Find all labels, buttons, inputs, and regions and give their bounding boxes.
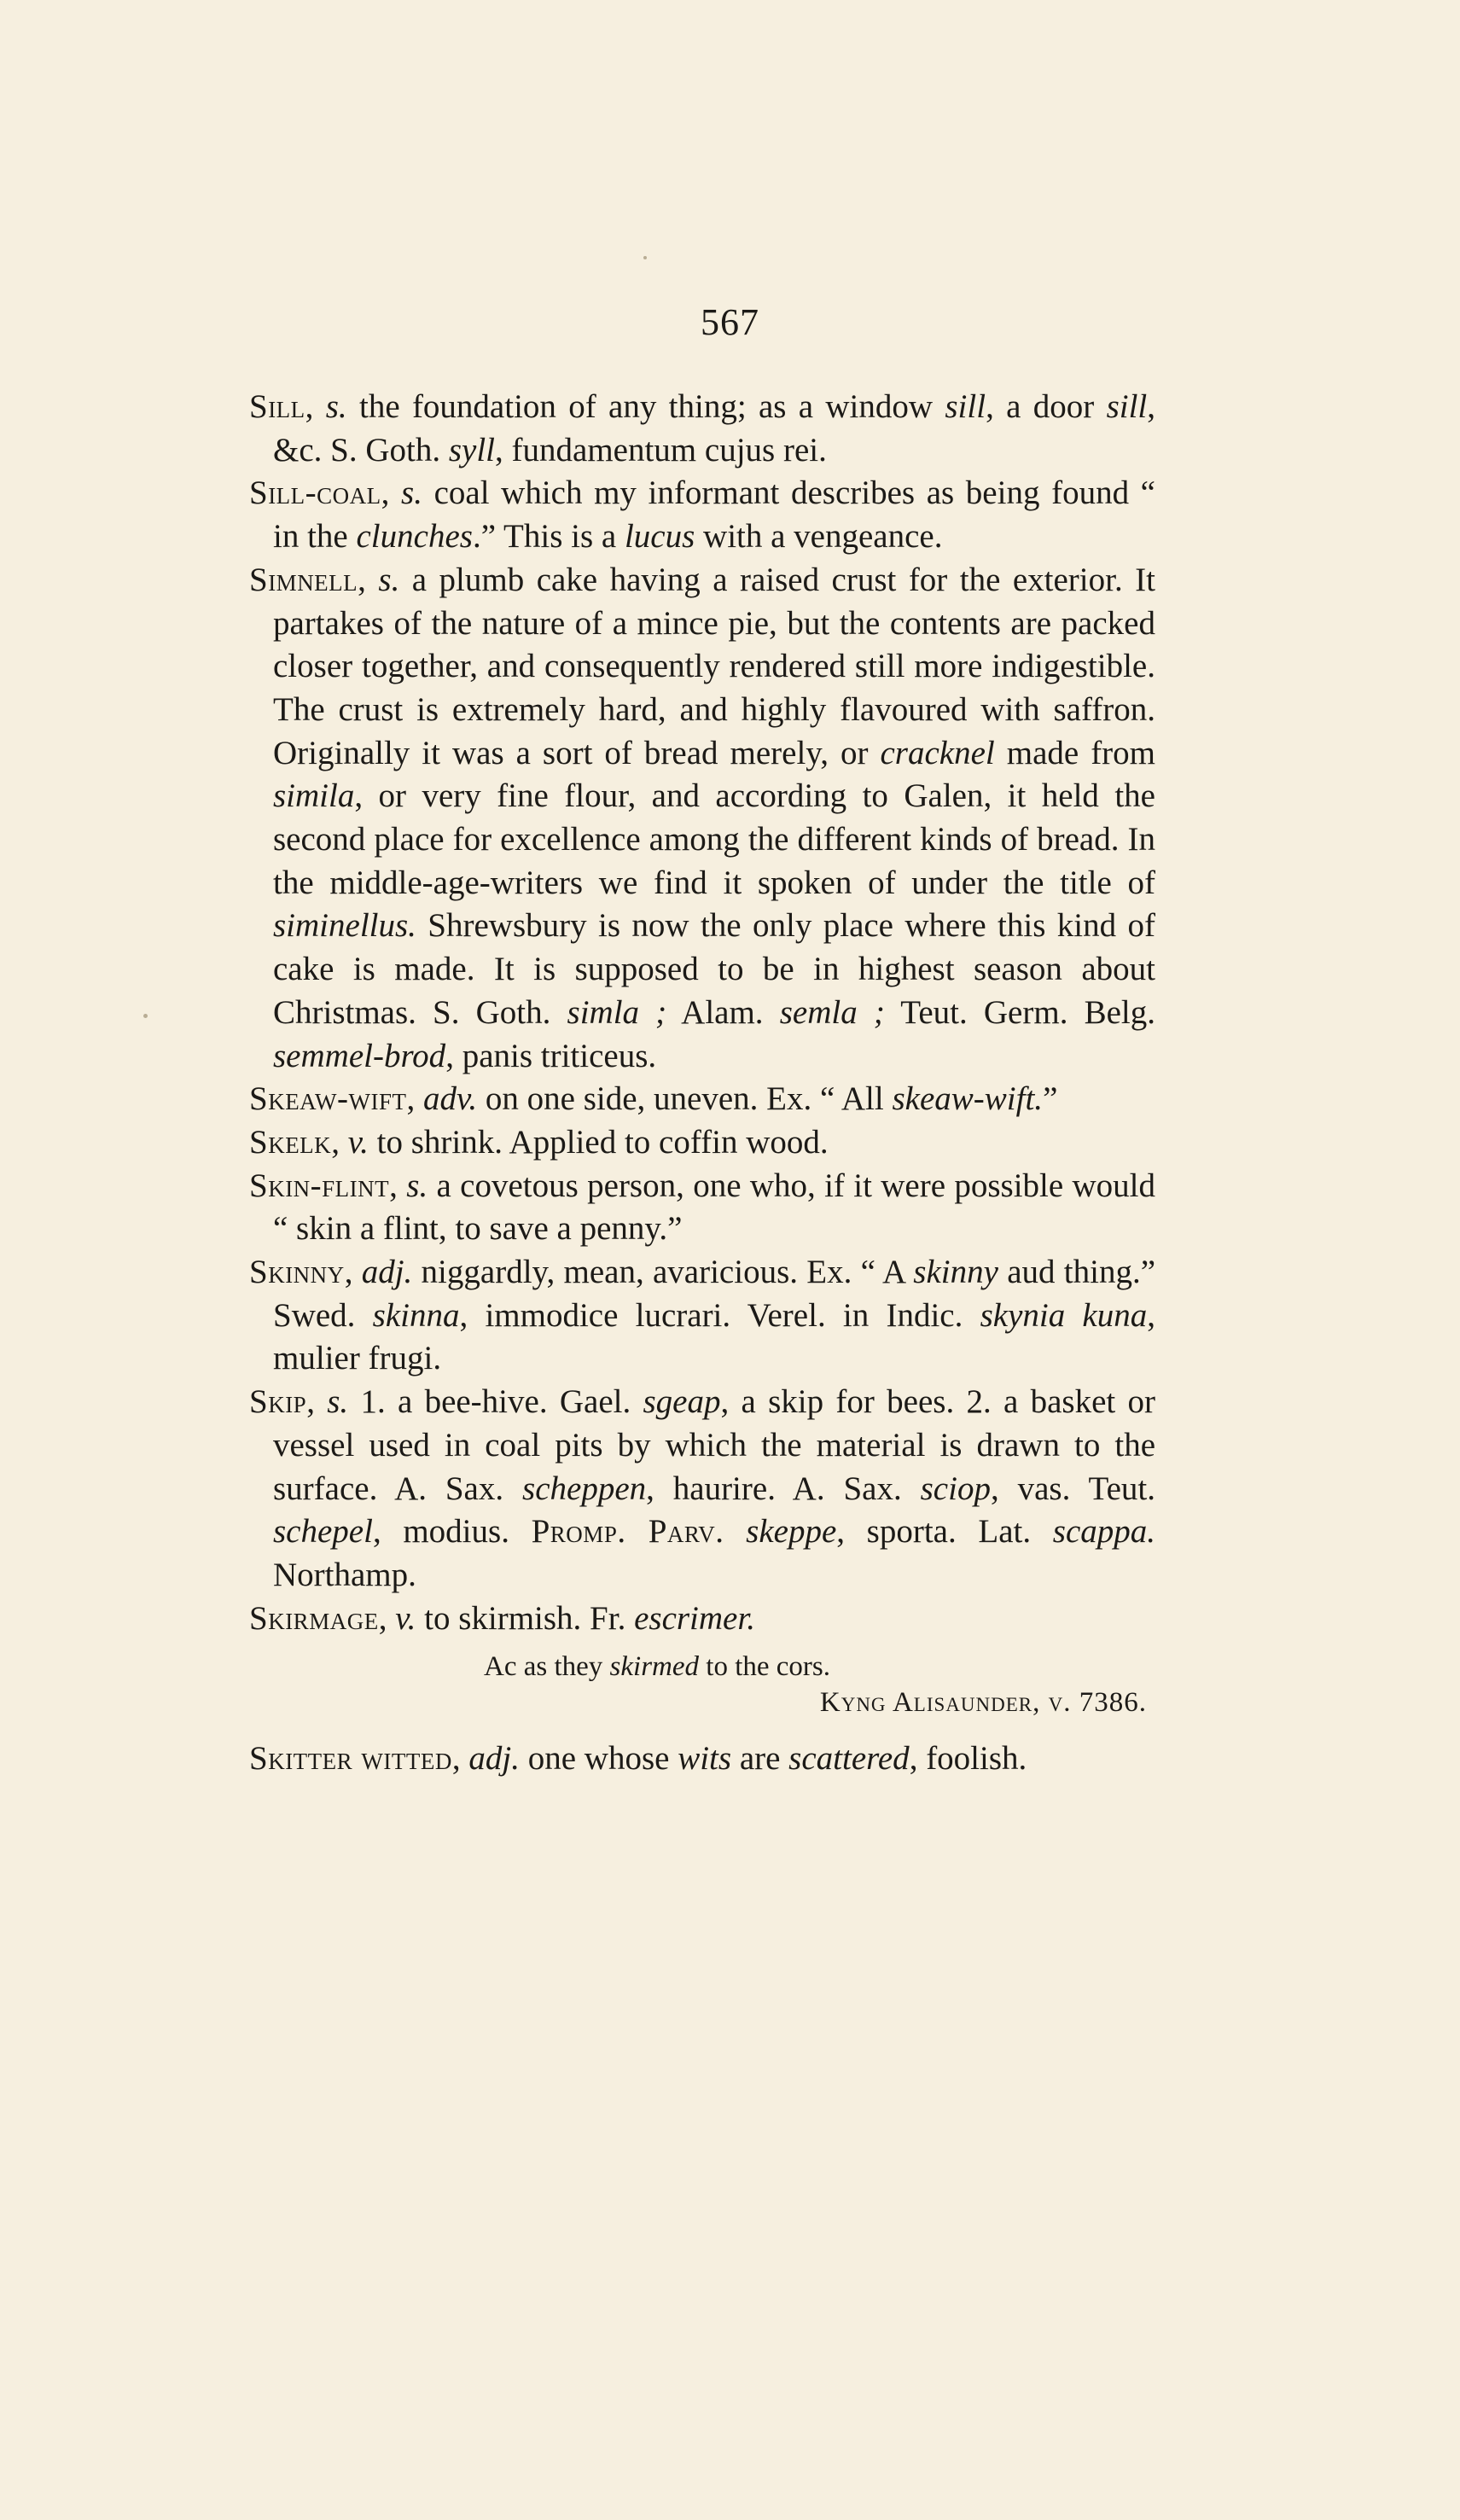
- entry-text: ,: [451, 1740, 469, 1778]
- entry-text: ,: [381, 474, 402, 512]
- part-of-speech: adj.: [468, 1740, 520, 1778]
- entry-text: a covetous person, one who, if it were possible would “ skin a flint, to save a penny.”: [273, 1167, 1156, 1248]
- entry-text: aud thing.” Swed.: [273, 1254, 1156, 1334]
- part-of-speech: adv.: [422, 1080, 478, 1118]
- entry-skirmage: [249, 1598, 1155, 1641]
- entry-text: one whose: [519, 1740, 678, 1778]
- entry-text: made from: [994, 734, 1156, 771]
- italic-term: simila: [273, 777, 355, 815]
- entry-sill-coal: [249, 472, 1155, 558]
- italic-term: semla ;: [779, 993, 885, 1031]
- entry-text: , haurire. A. Sax.: [646, 1470, 921, 1507]
- entry-text: ,: [331, 1123, 348, 1161]
- entry-text: , sporta. Lat.: [836, 1513, 1053, 1551]
- headword: Skirmage: [249, 1599, 379, 1637]
- entry-sill: [249, 386, 1155, 472]
- paper-speck: [143, 1014, 148, 1018]
- quotation-text: to the cors.: [699, 1651, 830, 1683]
- headword: Sill-coal: [249, 474, 381, 512]
- headword: Skinny: [249, 1254, 345, 1291]
- entry-text: with a vengeance.: [695, 518, 943, 556]
- entry-skeaw-wift: [249, 1078, 1155, 1121]
- page-number: 567: [701, 301, 759, 343]
- entry-text: [724, 1513, 747, 1550]
- entry-text: ”: [1043, 1080, 1058, 1118]
- quotation-line: [249, 1649, 1155, 1685]
- italic-term: sill: [945, 388, 986, 425]
- entry-text: coal which my informant describes as being found “ in the: [273, 474, 1155, 556]
- italic-term: schepel: [273, 1513, 373, 1551]
- italic-term: sill: [1106, 388, 1148, 425]
- italic-term: scattered: [788, 1740, 910, 1778]
- glossary-entries: [249, 386, 1155, 1781]
- italic-term: lucus: [624, 518, 695, 556]
- entry-skin-flint: [249, 1165, 1155, 1251]
- entry-text: Alam.: [666, 993, 780, 1031]
- italic-term: simla ;: [567, 993, 667, 1031]
- headword: Simnell: [249, 561, 358, 598]
- headword: Skeaw-wift: [249, 1080, 407, 1118]
- headword: Skin-flint: [249, 1167, 390, 1204]
- entry-text: ,: [389, 1167, 407, 1204]
- italic-term: cracknel: [880, 734, 995, 771]
- italic-term: wits: [678, 1740, 732, 1778]
- entry-text: , modius.: [372, 1513, 532, 1551]
- italic-term: skinny: [913, 1254, 998, 1291]
- entry-text: ,: [406, 1080, 423, 1118]
- entry-text: , &c. S. Goth.: [273, 388, 1155, 468]
- entry-text: the foundation of any thing; as a window: [346, 388, 945, 425]
- italic-term: sciop: [920, 1470, 991, 1507]
- part-of-speech: s.: [406, 1167, 428, 1204]
- italic-term: skeppe: [746, 1513, 837, 1551]
- entry-text: , a door: [986, 388, 1107, 425]
- italic-term: clunches: [356, 518, 473, 556]
- entry-skip: [249, 1381, 1155, 1598]
- entry-text: niggardly, mean, avaricious. Ex. “ A: [412, 1254, 914, 1291]
- italic-term: scappa.: [1052, 1513, 1156, 1551]
- italic-term: syll: [448, 431, 496, 468]
- italic-term: scheppen: [522, 1470, 647, 1507]
- entry-text: a plumb cake having a raised crust for the exterior. It partakes of the nature of a mince pie, but the contents are packed closer together, and consequently rendered still more indigestible. The crust is extremely hard, and highly flavoured with saffron. Originally it was a sort of bread merely, or: [273, 561, 1156, 771]
- entry-text: ,: [378, 1599, 396, 1637]
- italic-term: semmel-brod: [273, 1037, 446, 1074]
- entry-text: , vas. Teut.: [990, 1470, 1156, 1507]
- headword: Sill: [249, 388, 305, 425]
- paper-speck: [643, 256, 647, 259]
- headword: Skelk: [249, 1123, 332, 1161]
- italic-term: escrimer.: [634, 1599, 755, 1637]
- entry-text: .” This is a: [472, 518, 625, 556]
- entry-text: ,: [305, 388, 326, 425]
- entry-text: to skirmish. Fr.: [416, 1599, 635, 1637]
- entry-text: Northamp.: [273, 1556, 416, 1593]
- part-of-speech: s.: [325, 388, 347, 425]
- headword: Skip: [249, 1383, 307, 1421]
- entry-skitter-witted: [249, 1737, 1155, 1781]
- part-of-speech: s.: [378, 561, 400, 598]
- entry-skelk: [249, 1121, 1155, 1165]
- part-of-speech: s.: [401, 474, 422, 512]
- source-abbreviation: Promp. Parv.: [531, 1513, 724, 1551]
- part-of-speech: v.: [395, 1599, 416, 1637]
- italic-term: sgeap: [643, 1383, 721, 1421]
- italic-term: skinna: [372, 1296, 460, 1334]
- entry-text: are: [731, 1740, 789, 1778]
- entry-simnell: [249, 559, 1155, 1078]
- entry-text: , panis triticeus.: [445, 1037, 657, 1074]
- entry-text: Teut. Germ. Belg.: [884, 993, 1155, 1031]
- entry-text: ,: [306, 1383, 328, 1421]
- italic-term: skynia kuna: [980, 1296, 1148, 1334]
- part-of-speech: adj.: [361, 1254, 413, 1291]
- italic-term: skeaw-wift.: [892, 1080, 1044, 1118]
- entry-text: Shrewsbury is now the only place where this kind of cake is made. It is supposed to be in highest season about Christmas. S. Goth.: [273, 907, 1155, 1031]
- entry-text: ,: [344, 1254, 362, 1291]
- entry-text: ,: [358, 561, 379, 598]
- entry-text: to shrink. Applied to coffin wood.: [368, 1123, 829, 1161]
- headword: Skitter witted: [249, 1740, 452, 1778]
- quotation-source: Kyng Alisaunder, v. 7386.: [819, 1687, 1147, 1719]
- entry-skinny: [249, 1251, 1155, 1381]
- entry-text: , immodice lucrari. Verel. in Indic.: [459, 1296, 980, 1334]
- italic-term: skirmed: [609, 1651, 700, 1683]
- quotation-block: [249, 1649, 1155, 1720]
- entry-text: , or very fine flour, and according to Galen, it held the second place for excellence among the different kinds of bread. In the middle-age-writers we find it spoken of under the title of: [273, 777, 1155, 901]
- entry-text: , a skip for bees. 2. a basket or vessel used in coal pits by which the material is drawn to the surface. A. Sax.: [273, 1383, 1155, 1507]
- part-of-speech: v.: [347, 1123, 369, 1161]
- italic-term: siminellus.: [273, 907, 416, 945]
- entry-text: , fundamentum cujus rei.: [495, 431, 827, 468]
- entry-text: on one side, uneven. Ex. “ All: [477, 1080, 893, 1118]
- entry-text: , mulier frugi.: [273, 1296, 1155, 1377]
- part-of-speech: s.: [327, 1383, 349, 1421]
- entry-text: 1. a bee-hive. Gael.: [348, 1383, 643, 1421]
- quotation-text: Ac as they: [484, 1651, 610, 1683]
- entry-text: , foolish.: [909, 1740, 1027, 1778]
